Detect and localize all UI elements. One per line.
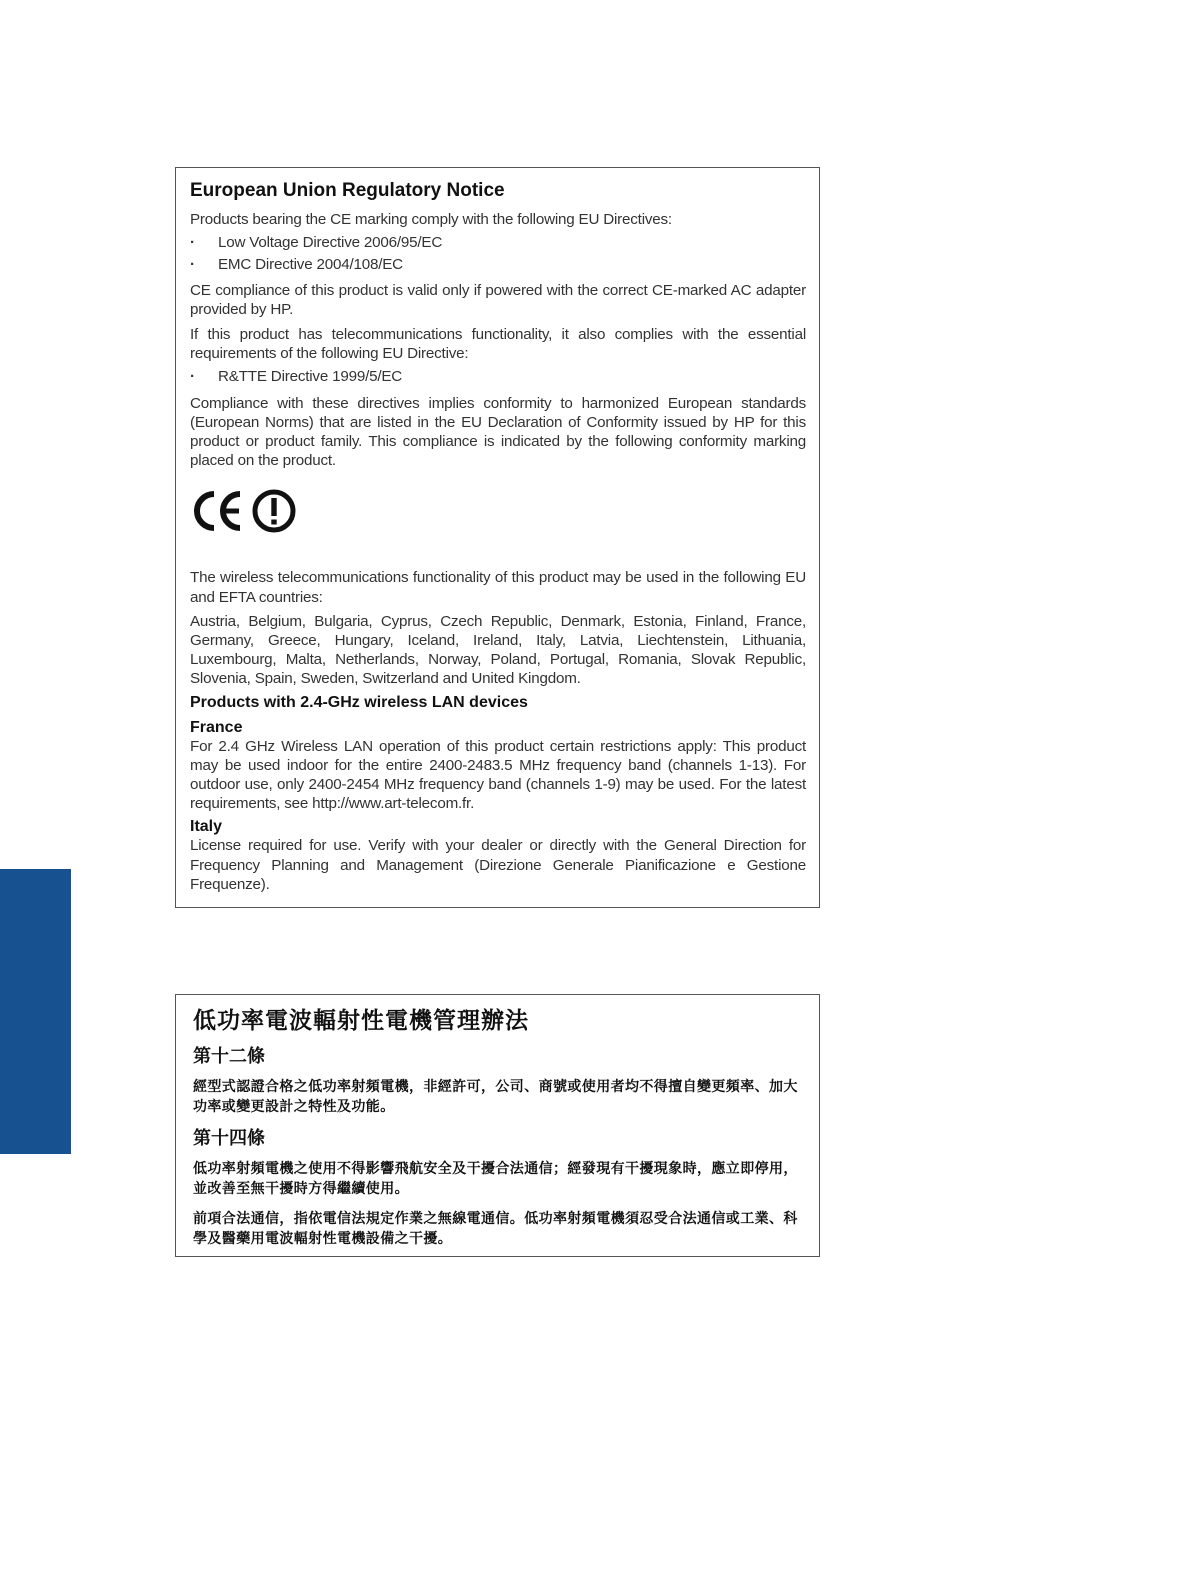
directive-label: R&TTE Directive 1999/5/EC (218, 368, 403, 386)
directive-label: EMC Directive 2004/108/EC (218, 255, 403, 273)
wireless-lan-heading: Products with 2.4-GHz wireless LAN devices (190, 693, 528, 711)
article-14-heading: 第十四條 (193, 1128, 265, 1148)
eu-regulatory-notice-box (175, 167, 820, 908)
chapter-side-tab (0, 869, 71, 1154)
ce-mark-icon (192, 486, 302, 536)
list-item: · Low Voltage Directive 2006/95/EC (190, 234, 443, 252)
directive-label: Low Voltage Directive 2006/95/EC (218, 234, 443, 252)
italy-heading: Italy (190, 818, 223, 836)
article-12-heading: 第十二條 (193, 1046, 265, 1066)
telecom-directives-list (190, 366, 806, 388)
conformity-marking (192, 486, 806, 544)
article-14-text-2: 前項合法通信，指依電信法規定作業之無線電通信。低功率射頻電機須忍受合法通信或工業、科學及醫藥用電波輻射性電機設備之干擾。 (193, 1210, 798, 1246)
ce-compliance-text: CE compliance of this product is valid only if powered with the correct CE-marked AC adapter provided by HP. (190, 282, 806, 319)
eu-intro-text: Products bearing the CE marking comply with the following EU Directives: (190, 211, 672, 228)
article-12-text: 經型式認證合格之低功率射頻電機，非經許可，公司、商號或使用者均不得擅自變更頻率、加大功率或變更設計之特性及功能。 (193, 1078, 798, 1114)
taiwan-notice-box (175, 994, 820, 1257)
france-text: For 2.4 GHz Wireless LAN operation of this product certain restrictions apply: This product may be used indoor for the entire 2400-2483.5 MHz frequency band (channels 1-13). For outdoor use, only 2400-2454 MHz frequency band (channels 1-9) may be used. For the latest requirements, see http://www.art-telecom.fr. (190, 737, 806, 813)
wireless-text: The wireless telecommunications functionality of this product may be used in the following EU and EFTA countries: (190, 569, 806, 606)
italy-text: License required for use. Verify with your dealer or directly with the General Direction for Frequency Planning and Management (Direzione Generale Pianificazione e Gestione Frequenze). (190, 837, 806, 893)
article-14-text-1: 低功率射頻電機之使用不得影響飛航安全及干擾合法通信；經發現有干擾現象時，應立即停用，並改善至無干擾時方得繼續使用。 (193, 1160, 798, 1196)
list-item: · R&TTE Directive 1999/5/EC (190, 368, 403, 386)
taiwan-notice-title: 低功率電波輻射性電機管理辦法 (193, 1007, 529, 1033)
countries-text: Austria, Belgium, Bulgaria, Cyprus, Czech Republic, Denmark, Estonia, Finland, France, Germany, Greece, Hungary, Iceland, Ireland, Italy, Latvia, Liechtenstein, Lithuania, Luxembourg, Malta, Netherlands, Norway, Poland, Portugal, Romania, Slovak Republic, Slovenia, Spain, Sweden, Switzerland and United Kingdom. (190, 612, 806, 688)
list-item: · EMC Directive 2004/108/EC (190, 255, 403, 273)
france-heading: France (190, 718, 243, 736)
eu-directives-list (190, 232, 806, 275)
eu-notice-title: European Union Regulatory Notice (190, 180, 505, 201)
conformity-text: Compliance with these directives implies conformity to harmonized European standards (European Norms) that are listed in the EU Declaration of Conformity issued by HP for this product or product family. This compliance is indicated by the following conformity marking placed on the product. (190, 394, 806, 470)
telecom-text: If this product has telecommunications functionality, it also complies with the essential requirements of the following EU Directive: (190, 325, 806, 362)
